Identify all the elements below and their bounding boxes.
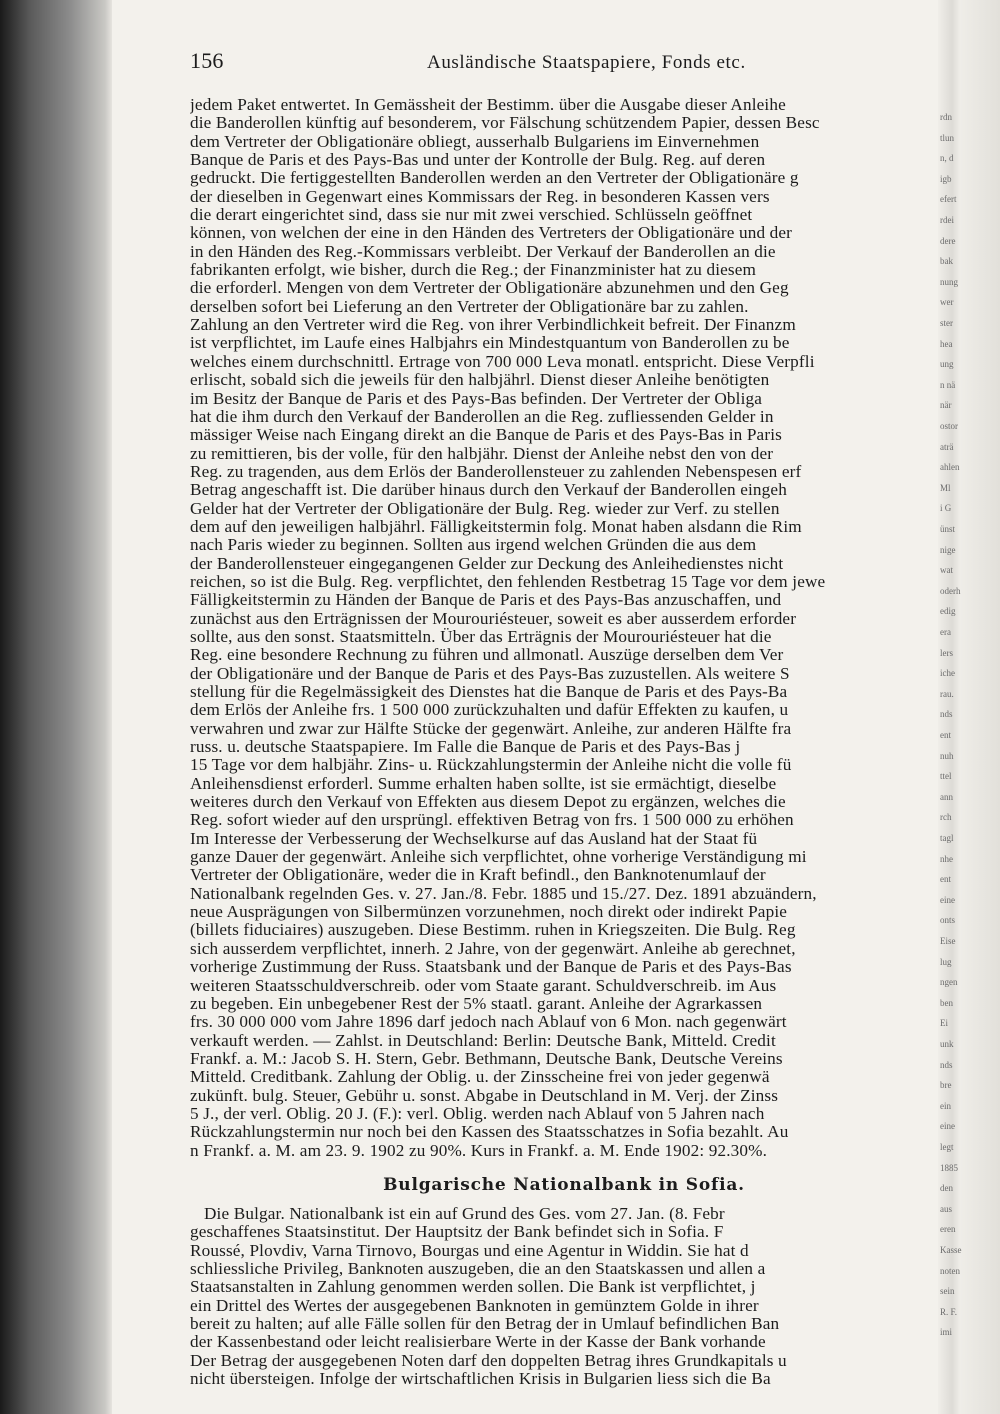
adjacent-page-fragment: efert — [940, 194, 957, 205]
adjacent-page-fragment: tlun — [940, 132, 955, 143]
text-line: erlischt, sobald sich die jeweils für den halbjährl. Dienst dieser Anleihe benötigten — [190, 371, 770, 390]
text-line: Gelder hat der Vertreter der Obligationäre der Bulg. Reg. wieder zur Verf. zu stellen — [190, 499, 780, 518]
adjacent-page-fragment: nhe — [940, 853, 953, 864]
text-line: zunächst aus den Erträgnissen der Mourouriésteuer, soweit es aber ausserdem erforder — [190, 609, 797, 628]
text-line: russ. u. deutsche Staatspapiere. Im Falle die Banque de Paris et des Pays-Bas j — [190, 738, 741, 757]
adjacent-page-fragment: ung — [940, 359, 954, 370]
text-line: 5 J., der verl. Oblig. 20 J. (F.): verl. Oblig. werden nach Ablauf von 5 Jahren nach — [190, 1104, 765, 1123]
paragraph-nationalbank — [190, 1205, 938, 1388]
adjacent-page-fragment: ahlen — [940, 462, 960, 473]
adjacent-page-fragment: ünst — [940, 524, 956, 534]
adjacent-page-fragment: n, d — [940, 153, 954, 164]
text-line: sich ausserdem verpflichtet, innerh. 2 Jahre, von der gegenwärt. Anleihe ab gerechnet, — [190, 939, 796, 958]
text-line: mässiger Weise nach Eingang direkt an die Banque de Paris et des Pays-Bas in Paris — [190, 426, 782, 445]
adjacent-page-fragment: ann — [940, 791, 953, 802]
text-line: reichen, so ist die Bulg. Reg. verpflichtet, den fehlenden Restbetrag 15 Tage vor dem jewe — [190, 572, 826, 591]
text-line: können, von welchen der eine in den Händen des Vertreters der Obligationäre und der — [190, 224, 793, 243]
adjacent-page-fragment: ent — [940, 874, 951, 885]
text-line: zu remittieren, bis der volle, für den halbjähr. Dienst der Anleihe nebst den von der — [190, 444, 774, 463]
text-line: ganze Dauer der gegenwärt. Anleihe sich verpflichtet, ohne vorherige Verständigung mi — [190, 848, 807, 867]
text-line: verkauft werden. — Zahlst. in Deutschland: Berlin: Deutsche Bank, Mitteld. Credit — [190, 1031, 776, 1050]
adjacent-page-fragment: bak — [940, 256, 953, 267]
text-line: nicht übersteigen. Infolge der wirtschaftlichen Krisis in Bulgarien liess sich die Ba — [190, 1370, 771, 1389]
text-line: welches einem durchschnittl. Ertrage von 700 000 Leva monatl. entspricht. Diese Verpfli — [190, 352, 815, 371]
text-line: derselben sofort bei Lieferung an den Vertreter der Obligationäre bar zu zahlen. — [190, 297, 749, 316]
text-line: Nationalbank regelnden Ges. v. 27. Jan./8. Febr. 1885 und 15./27. Dez. 1891 abzuändern, — [190, 884, 817, 903]
text-line: der Banderollensteuer eingegangenen Gelder zur Deckung des Anleihedienstes nicht — [190, 554, 784, 573]
adjacent-page-fragment: ster — [940, 318, 953, 328]
text-line: die derart eingerichtet sind, dass sie nur mit zwei verschied. Schlüsseln geöffnet — [190, 206, 753, 225]
text-line: weiteres durch den Verkauf von Effekten aus diesem Depot zu ergänzen, welches die — [190, 793, 786, 812]
text-line: Mitteld. Creditbank. Zahlung der Oblig. u. der Zinsscheine frei von jeder gegenwä — [190, 1068, 770, 1087]
adjacent-page-fragment: tagl — [940, 833, 954, 843]
adjacent-page-fragment: när — [940, 400, 952, 411]
text-line: im Besitz der Banque de Paris et des Pays-Bas befinden. Der Vertreter der Obliga — [190, 389, 763, 408]
text-line: Rückzahlungstermin nur noch bei den Kassen des Staatsschatzes in Sofia bezahlt. Au — [190, 1123, 789, 1142]
adjacent-page-fragment: igb — [940, 173, 952, 184]
text-line: der Obligationäre und der Banque de Paris et des Pays-Bas zuzustellen. Als weitere S — [190, 664, 790, 683]
text-line: weiteren Staatsschuldverschreib. oder vom Staate garant. Schuldverschreib. im Aus — [190, 976, 777, 995]
adjacent-page-fragment: wer — [940, 297, 954, 308]
paragraph-bond-terms — [190, 96, 938, 1160]
text-line: Anleihensdienst erforderl. Summe erhalten haben sollte, ist sie ermächtigt, dieselbe — [190, 774, 777, 793]
adjacent-page-fragment: Kasse — [940, 1245, 962, 1255]
text-line: Banque de Paris et des Pays-Bas und unter der Kontrolle der Bulg. Reg. auf deren — [190, 151, 766, 170]
adjacent-page-fragment: i G — [940, 503, 952, 514]
adjacent-page-fragment: aus — [940, 1203, 952, 1214]
adjacent-page-fragment: onts — [940, 915, 956, 926]
adjacent-page-fragment: nige — [940, 544, 956, 555]
adjacent-page-fragment: iche — [940, 668, 955, 679]
adjacent-page-fragment: n nä — [940, 379, 956, 390]
adjacent-page-fragment: sein — [940, 1286, 955, 1297]
adjacent-page-fragment: oderh — [940, 585, 961, 596]
text-line: nach Paris wieder zu beginnen. Sollten aus irgend welchen Gründen die aus dem — [190, 536, 757, 555]
adjacent-page-fragment: 1885 — [940, 1162, 958, 1173]
adjacent-page-fragment: eine — [940, 1121, 955, 1132]
adjacent-page-fragment: nds — [940, 709, 953, 720]
text-line: frs. 30 000 000 vom Jahre 1896 darf jedoch nach Ablauf von 6 Mon. nach gegenwärt — [190, 1013, 787, 1032]
adjacent-page-fragment: dere — [940, 235, 956, 246]
text-line: (billets fiduciaires) auszugeben. Diese Bestimm. ruhen in Kriegszeiten. Die Bulg. Reg — [190, 921, 796, 940]
text-line: Der Betrag der ausgegebenen Noten darf den doppelten Betrag ihres Grundkapitals u — [190, 1351, 787, 1370]
text-line: zukünft. bulg. Steuer, Gebühr u. sonst. Abgabe in Deutschland in M. Verj. der Zinss — [190, 1086, 779, 1105]
page-header — [190, 48, 938, 84]
adjacent-page-fragment: ein — [940, 1100, 951, 1111]
adjacent-page-fragment: era — [940, 627, 951, 637]
adjacent-page-fragment: lers — [940, 647, 953, 658]
adjacent-page-fragment: unk — [940, 1039, 954, 1049]
adjacent-page-fragment: noten — [940, 1265, 960, 1276]
adjacent-page-fragment: rdn — [940, 112, 952, 122]
adjacent-page-fragment: nds — [940, 1059, 953, 1070]
text-line: jedem Paket entwertet. In Gemässheit der Bestimm. über die Ausgabe dieser Anleihe — [190, 96, 786, 114]
page-number: 156 — [190, 48, 224, 73]
text-line: fabrikanten erfolgt, wie bisher, durch die Reg.; der Finanzminister hat zu diesem — [190, 261, 757, 280]
adjacent-page-fragment: lug — [940, 956, 952, 967]
main-text — [190, 96, 938, 1388]
adjacent-page-fragment: nung — [940, 276, 958, 287]
adjacent-page-fragment: rdei — [940, 215, 954, 225]
running-head: Ausländische Staatspapiere, Fonds etc. — [427, 52, 746, 73]
text-line: ein Drittel des Wertes der ausgegebenen Banknoten in gemünztem Golde in ihrer — [190, 1296, 759, 1315]
binding-shadow-left — [0, 0, 112, 1414]
text-line: stellung für die Regelmässigkeit des Dienstes hat die Banque de Paris et des Pays-Ba — [190, 683, 788, 701]
adjacent-page-edge — [938, 0, 1000, 1414]
text-line: Betrag angeschafft ist. Die darüber hinaus durch den Verkauf der Banderollen eingeh — [190, 481, 787, 500]
text-line: dem Vertreter der Obligationäre obliegt, ausserhalb Bulgariens im Einvernehmen — [190, 132, 760, 151]
text-line: gedruckt. Die fertiggestellten Banderollen werden an den Vertreter der Obligationäre g — [190, 169, 799, 188]
adjacent-page-fragment: R. F. — [940, 1306, 958, 1317]
adjacent-page-fragment: hea — [940, 338, 953, 349]
adjacent-page-fragment: ngen — [940, 977, 958, 988]
text-line: die Banderollen künftig auf besonderem, vor Fälschung schützendem Papier, dessen Besc — [190, 114, 820, 133]
adjacent-page-fragment: eine — [940, 894, 955, 905]
text-line: geschaffenes Staatsinstitut. Der Hauptsitz der Bank befindet sich in Sofia. F — [190, 1223, 724, 1242]
adjacent-page-fragment: Ei — [940, 1018, 948, 1029]
text-line: 15 Tage vor dem halbjähr. Zins- u. Rückzahlungstermin der Anleihe nicht die volle fü — [190, 756, 792, 775]
adjacent-page-fragment: rau. — [940, 688, 954, 699]
adjacent-page-fragment: Ml — [940, 482, 951, 493]
text-line: dem auf den jeweiligen halbjährl. Fälligkeitstermin folg. Monat haben alsdann die Rim — [190, 517, 802, 536]
adjacent-page-fragment: eren — [940, 1224, 956, 1235]
text-line: der dieselben in Gegenwart eines Kommissars der Reg. in besonderen Kassen vers — [190, 187, 770, 206]
adjacent-page-fragment: den — [940, 1183, 953, 1194]
text-line: bereit zu halten; auf alle Fälle sollen für den Betrag der in Umlauf befindlichen Ban — [190, 1315, 780, 1333]
text-line: Im Interesse der Verbesserung der Wechselkurse auf das Ausland hat der Staat fü — [190, 829, 758, 848]
adjacent-page-fragment: rch — [940, 812, 952, 823]
text-line: verwahren und zwar zur Hälfte Stücke der gegenwärt. Anleihe, zur anderen Hälfte fra — [190, 719, 792, 738]
text-line: in den Händen des Reg.-Kommissars verbleibt. Der Verkauf der Banderollen an die — [190, 242, 776, 261]
adjacent-page-fragment: bre — [940, 1080, 952, 1091]
text-line: vorherige Zustimmung der Russ. Staatsbank und der Banque de Paris et des Pays-Bas — [190, 958, 792, 977]
text-line: Die Bulgar. Nationalbank ist ein auf Grund des Ges. vom 27. Jan. (8. Febr — [204, 1204, 725, 1223]
text-line: Zahlung an den Vertreter wird die Reg. von ihrer Verbindlichkeit befreit. Der Finanzm — [190, 316, 796, 335]
book-page — [190, 48, 938, 1388]
text-line: der Kassenbestand oder leicht realisierbare Werte in der Kasse der Bank vorhande — [190, 1333, 766, 1352]
section-heading: Bulgarische Nationalbank in Sofia. — [383, 1174, 745, 1195]
text-line: zu begeben. Ein unbegebener Rest der 5% staatl. garant. Anleihe der Agrarkassen — [190, 994, 763, 1013]
text-line: Frankf. a. M.: Jacob S. H. Stern, Gebr. Bethmann, Deutsche Bank, Deutsche Vereins — [190, 1049, 783, 1068]
text-line: Roussé, Plovdiv, Varna Tirnovo, Bourgas und eine Agentur in Widdin. Sie hat d — [190, 1241, 749, 1260]
adjacent-page-fragment: ben — [940, 997, 953, 1008]
text-line: Staatsanstalten in Zahlung genommen werden sollen. Die Bank ist verpflichtet, j — [190, 1278, 756, 1297]
text-line: dem Erlös der Anleihe frs. 1 500 000 zurückzuhalten und dafür Effekten zu kaufen, u — [190, 701, 789, 720]
text-line: Reg. sofort wieder auf den ursprüngl. effektiven Betrag von frs. 1 500 000 zu erhöhen — [190, 811, 794, 830]
adjacent-page-fragment: legt — [940, 1142, 954, 1152]
text-line: Vertreter der Obligationäre, weder die in Kraft befindl., den Banknotenumlauf der — [190, 866, 766, 885]
adjacent-page-fragment: Eise — [940, 936, 956, 946]
adjacent-page-fragment: aträ — [940, 441, 954, 452]
text-line: die erforderl. Mengen von dem Vertreter der Obligationäre abzunehmen und den Geg — [190, 279, 789, 298]
text-line: Reg. zu tragenden, aus dem Erlös der Banderollensteuer zu zahlenden Nebenspesen erf — [190, 462, 802, 481]
adjacent-page-fragment: ostor — [940, 421, 958, 431]
text-line: Reg. eine besondere Rechnung zu führen und allmonatl. Auszüge derselben dem Ver — [190, 646, 784, 665]
text-line: schliessliche Privileg, Banknoten auszugeben, die an den Staatskassen und allen a — [190, 1259, 766, 1278]
text-line: n Frankf. a. M. am 23. 9. 1902 zu 90%. Kurs in Frankf. a. M. Ende 1902: 92.30%. — [190, 1141, 768, 1160]
text-line: hat die ihm durch den Verkauf der Banderollen an die Reg. zufliessenden Gelder in — [190, 407, 774, 426]
text-line: Fälligkeitstermin zu Händen der Banque de Paris et des Pays-Bas anzuschaffen, und — [190, 591, 782, 610]
text-line: ist verpflichtet, im Laufe eines Halbjahrs ein Mindestquantum von Banderollen zu be — [190, 334, 790, 353]
adjacent-page-fragment: ttel — [940, 771, 952, 782]
adjacent-page-fragment: imi — [940, 1327, 953, 1338]
adjacent-page-fragment: wat — [940, 565, 953, 576]
text-line: sollte, aus den sonst. Staatsmitteln. Über das Erträgnis der Mourouriésteuer hat die — [190, 627, 772, 646]
adjacent-page-fragment: ent — [940, 730, 951, 740]
text-line: neue Ausprägungen von Silbermünzen vorzunehmen, noch direkt oder indirekt Papie — [190, 903, 788, 922]
adjacent-page-fragment: nuh — [940, 750, 954, 761]
adjacent-page-fragment: edig — [940, 606, 956, 617]
